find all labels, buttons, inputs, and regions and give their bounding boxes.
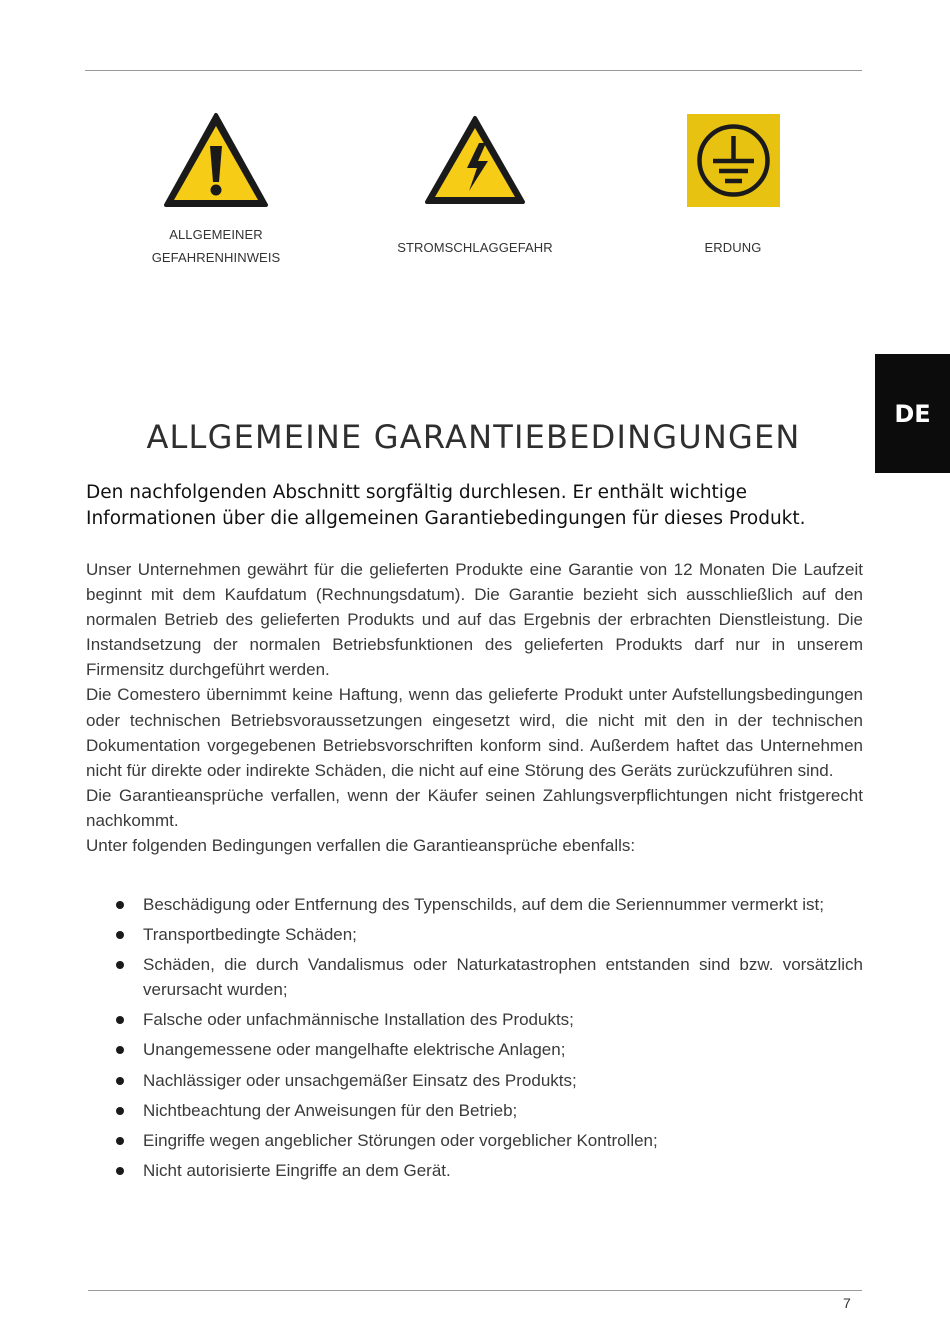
paragraph: Die Comestero übernimmt keine Haftung, wenn das gelieferte Produkt unter Aufstellungsbedingungen oder technischen Betriebsvoraussetzungen eingesetzt wird, die nicht mit den in der technischen Dokumentation vorgegebenen Betriebsvorschriften konform sind. Außerdem haftet das Unternehmen nicht für direkte oder indirekte Schäden, die nicht auf eine Störung des Geräts zurückzuführen sind.: [86, 685, 863, 780]
paragraph: Die Garantieansprüche verfallen, wenn der Käufer seinen Zahlungsverpflichtungen nicht fristgerecht nachkommt.: [86, 785, 863, 830]
page-title: ALLGEMEINE GARANTIEBEDINGUNGEN: [146, 418, 801, 456]
electric-shock-icon: [424, 115, 526, 205]
earth-ground-icon: [687, 114, 780, 207]
list-item: Falsche oder unfachmännische Installation des Produkts;: [86, 1007, 863, 1032]
warranty-body: [86, 557, 863, 858]
list-item: Schäden, die durch Vandalismus oder Naturkatastrophen entstanden sind bzw. vorsätzlich verursacht wurden;: [86, 952, 863, 1002]
list-item: Nicht autorisierte Eingriffe an dem Gerät.: [86, 1158, 863, 1183]
list-item: Transportbedingte Schäden;: [86, 922, 863, 947]
header-rule: [85, 70, 862, 71]
list-item: Nachlässiger oder unsachgemäßer Einsatz des Produkts;: [86, 1068, 863, 1093]
list-item: Nichtbeachtung der Anweisungen für den Betrieb;: [86, 1098, 863, 1123]
list-item: Eingriffe wegen angeblicher Störungen oder vorgeblicher Kontrollen;: [86, 1128, 863, 1153]
page-number: 7: [843, 1295, 851, 1311]
footer-rule: [88, 1290, 862, 1291]
intro-text: Den nachfolgenden Abschnitt sorgfältig durchlesen. Er enthält wichtige Informationen über die allgemeinen Garantiebedingungen für dieses Produkt.: [86, 482, 806, 529]
paragraph: Unter folgenden Bedingungen verfallen die Garantieansprüche ebenfalls:: [86, 836, 636, 856]
list-item: Unangemessene oder mangelhafte elektrische Anlagen;: [86, 1037, 863, 1062]
general-warning-caption: ALLGEMEINER GEFAHRENHINWEIS: [151, 227, 281, 265]
general-warning-icon: [163, 112, 269, 208]
electric-shock-caption: STROMSCHLAGGEFAHR: [397, 240, 553, 255]
earth-ground-caption: ERDUNG: [704, 240, 762, 255]
paragraph: Unser Unternehmen gewährt für die gelieferten Produkte eine Garantie von 12 Monaten Die Laufzeit beginnt mit dem Kaufdatum (Rechnungsdatum). Die Garantie bezieht sich ausschließlich auf den normalen Betrieb des gelieferten Produkts und auf das Ergebnis der erbrachten Dienstleistung. Die Instandsetzung der normalen Betriebsfunktionen des gelieferten Produkts darf nur in unserem Firmensitz durchgeführt werden.: [86, 560, 863, 680]
list-item: Beschädigung oder Entfernung des Typenschilds, auf dem die Seriennummer vermerkt ist;: [86, 892, 863, 917]
exclusion-list: [86, 892, 863, 1188]
language-tab: DE: [875, 354, 950, 473]
